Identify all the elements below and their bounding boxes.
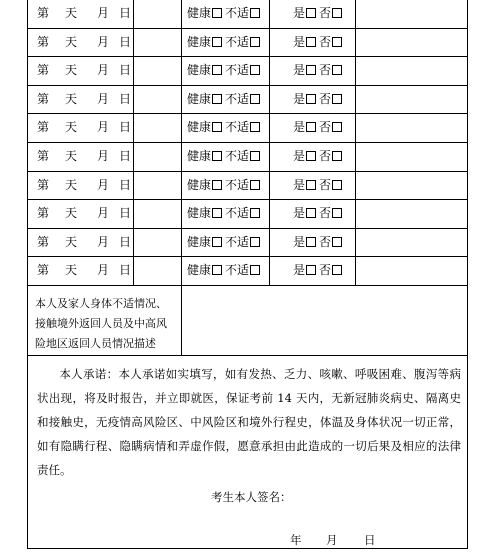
date-label: 日: [119, 149, 132, 163]
healthy-checkbox[interactable]: [212, 180, 222, 190]
column-divider: [269, 257, 270, 285]
health-status-options: [187, 86, 260, 114]
health-status-options: [187, 29, 260, 57]
yes-option-label: 是: [293, 234, 306, 249]
day-suffix: 天: [65, 177, 78, 192]
yes-no-options: [293, 57, 342, 85]
column-divider: [269, 0, 270, 28]
column-divider: [269, 86, 270, 114]
yes-checkbox[interactable]: [306, 122, 316, 132]
health-status-options: [187, 200, 260, 228]
column-divider: [181, 0, 182, 28]
yes-option-label: 是: [293, 149, 306, 163]
unwell-option-label: 不适: [225, 177, 250, 192]
yes-checkbox[interactable]: [306, 237, 316, 247]
yes-no-options: [293, 229, 342, 257]
table-row: [28, 86, 467, 115]
healthy-option-label: 健康: [187, 206, 212, 221]
health-status-options: [187, 57, 260, 85]
no-checkbox[interactable]: [332, 65, 342, 75]
date-label: 日: [119, 34, 132, 49]
yes-checkbox[interactable]: [306, 180, 316, 190]
column-divider: [133, 172, 134, 200]
no-option-label: 否: [319, 91, 332, 106]
unwell-checkbox[interactable]: [250, 265, 260, 275]
day-label: 第: [37, 149, 50, 163]
no-option-label: 否: [319, 149, 332, 163]
no-checkbox[interactable]: [332, 122, 342, 132]
day-suffix: 天: [65, 91, 78, 106]
healthy-checkbox[interactable]: [212, 265, 222, 275]
unwell-option-label: 不适: [225, 6, 250, 20]
healthy-option-label: 健康: [187, 34, 212, 49]
no-option-label: 否: [319, 63, 332, 78]
date-label: 日: [119, 206, 132, 221]
healthy-checkbox[interactable]: [212, 237, 222, 247]
yes-checkbox[interactable]: [306, 65, 316, 75]
day-label: 第: [37, 206, 50, 221]
column-divider: [269, 114, 270, 142]
yes-no-options: [293, 172, 342, 200]
column-divider: [133, 114, 134, 142]
signature-date-year: 年: [290, 533, 302, 547]
pledge-text: 本人承诺：本人承诺如实填写，如有发热、乏力、咳嗽、呼吸困难、腹泻等病状出现，将及时报告，并立即就医，保证考前 14 天内，无新冠肺炎病史、隔离史和接触史，无疫情高风险区、中风险区和境外行程史，体温及身体状况一切正常，如有隐瞒行程、隐瞒病情和弄虚作假，愿意承担由此造成的一切后果及相应的法律责任。: [37, 367, 461, 477]
column-divider: [355, 172, 356, 200]
healthy-option-label: 健康: [187, 149, 212, 163]
column-divider: [133, 257, 134, 285]
month-label: 月: [97, 63, 110, 78]
no-checkbox[interactable]: [332, 37, 342, 47]
yes-option-label: 是: [293, 177, 306, 192]
healthy-option-label: 健康: [187, 91, 212, 106]
yes-no-options: [293, 29, 342, 57]
column-divider: [133, 29, 134, 57]
yes-option-label: 是: [293, 120, 306, 135]
yes-checkbox[interactable]: [306, 151, 316, 161]
yes-no-options: [293, 114, 342, 142]
signature-date-month: 月: [326, 533, 338, 547]
table-row: [28, 172, 467, 201]
column-divider: [133, 0, 134, 28]
day-label: 第: [37, 177, 50, 192]
healthy-checkbox[interactable]: [212, 37, 222, 47]
table-row: [28, 0, 467, 29]
unwell-option-label: 不适: [225, 263, 250, 278]
yes-option-label: 是: [293, 206, 306, 221]
column-divider: [181, 29, 182, 57]
healthy-option-label: 健康: [187, 63, 212, 78]
healthy-option-label: 健康: [187, 234, 212, 249]
yes-option-label: 是: [293, 91, 306, 106]
column-divider: [269, 229, 270, 257]
table-row: [28, 29, 467, 58]
yes-no-options: [293, 143, 342, 171]
column-divider: [133, 143, 134, 171]
unwell-checkbox[interactable]: [250, 122, 260, 132]
yes-checkbox[interactable]: [306, 208, 316, 218]
no-option-label: 否: [319, 6, 332, 20]
healthy-option-label: 健康: [187, 263, 212, 278]
health-status-options: [187, 229, 260, 257]
situation-description-row: [28, 286, 467, 356]
day-label: 第: [37, 91, 50, 106]
yes-option-label: 是: [293, 34, 306, 49]
table-row: [28, 200, 467, 229]
date-label: 日: [119, 120, 132, 135]
month-label: 月: [97, 234, 110, 249]
day-suffix: 天: [65, 263, 78, 278]
table-row: [28, 229, 467, 258]
column-divider: [269, 172, 270, 200]
column-divider: [181, 86, 182, 114]
unwell-option-label: 不适: [225, 34, 250, 49]
column-divider: [133, 200, 134, 228]
signature-label: 考生本人签名：: [211, 490, 292, 504]
month-label: 月: [97, 149, 110, 163]
no-option-label: 否: [319, 177, 332, 192]
month-label: 月: [97, 34, 110, 49]
column-divider: [181, 286, 182, 355]
yes-checkbox[interactable]: [306, 8, 316, 18]
column-divider: [269, 200, 270, 228]
health-status-options: [187, 257, 260, 285]
month-label: 月: [97, 206, 110, 221]
healthy-checkbox[interactable]: [212, 65, 222, 75]
month-label: 月: [97, 177, 110, 192]
no-option-label: 否: [319, 120, 332, 135]
no-checkbox[interactable]: [332, 94, 342, 104]
health-status-options: [187, 0, 260, 28]
unwell-option-label: 不适: [225, 63, 250, 78]
yes-option-label: 是: [293, 6, 306, 20]
no-checkbox[interactable]: [332, 208, 342, 218]
day-label: 第: [37, 120, 50, 135]
no-checkbox[interactable]: [332, 151, 342, 161]
yes-no-options: [293, 200, 342, 228]
column-divider: [355, 229, 356, 257]
column-divider: [355, 86, 356, 114]
day-label: 第: [37, 234, 50, 249]
yes-option-label: 是: [293, 63, 306, 78]
healthy-option-label: 健康: [187, 120, 212, 135]
yes-checkbox[interactable]: [306, 94, 316, 104]
column-divider: [355, 257, 356, 285]
no-checkbox[interactable]: [332, 8, 342, 18]
unwell-checkbox[interactable]: [250, 208, 260, 218]
yes-checkbox[interactable]: [306, 265, 316, 275]
no-option-label: 否: [319, 34, 332, 49]
healthy-checkbox[interactable]: [212, 94, 222, 104]
healthy-checkbox[interactable]: [212, 8, 222, 18]
table-row: [28, 114, 467, 143]
column-divider: [355, 114, 356, 142]
day-suffix: 天: [65, 234, 78, 249]
column-divider: [133, 86, 134, 114]
column-divider: [355, 143, 356, 171]
date-label: 日: [119, 91, 132, 106]
column-divider: [355, 29, 356, 57]
column-divider: [355, 200, 356, 228]
unwell-checkbox[interactable]: [250, 237, 260, 247]
health-status-options: [187, 114, 260, 142]
day-label: 第: [37, 263, 50, 278]
day-suffix: 天: [65, 149, 78, 163]
healthy-option-label: 健康: [187, 6, 212, 20]
signature-date-day: 日: [364, 533, 376, 547]
column-divider: [133, 57, 134, 85]
month-label: 月: [97, 91, 110, 106]
no-checkbox[interactable]: [332, 237, 342, 247]
date-label: 日: [119, 63, 132, 78]
yes-no-options: [293, 0, 342, 28]
table-row: [28, 257, 467, 286]
day-suffix: 天: [65, 206, 78, 221]
no-option-label: 否: [319, 263, 332, 278]
yes-checkbox[interactable]: [306, 37, 316, 47]
day-label: 第: [37, 34, 50, 49]
health-status-options: [187, 172, 260, 200]
health-status-options: [187, 143, 260, 171]
no-checkbox[interactable]: [332, 265, 342, 275]
column-divider: [181, 200, 182, 228]
yes-option-label: 是: [293, 263, 306, 278]
column-divider: [181, 257, 182, 285]
day-label: 第: [37, 63, 50, 78]
unwell-checkbox[interactable]: [250, 65, 260, 75]
unwell-option-label: 不适: [225, 234, 250, 249]
unwell-checkbox[interactable]: [250, 37, 260, 47]
month-label: 月: [97, 120, 110, 135]
month-label: 月: [97, 6, 110, 20]
healthy-checkbox[interactable]: [212, 208, 222, 218]
unwell-checkbox[interactable]: [250, 151, 260, 161]
unwell-checkbox[interactable]: [250, 94, 260, 104]
no-option-label: 否: [319, 234, 332, 249]
unwell-option-label: 不适: [225, 206, 250, 221]
unwell-checkbox[interactable]: [250, 180, 260, 190]
column-divider: [355, 57, 356, 85]
column-divider: [133, 229, 134, 257]
unwell-option-label: 不适: [225, 91, 250, 106]
column-divider: [181, 114, 182, 142]
no-checkbox[interactable]: [332, 180, 342, 190]
column-divider: [269, 143, 270, 171]
column-divider: [181, 172, 182, 200]
healthy-checkbox[interactable]: [212, 151, 222, 161]
day-suffix: 天: [65, 120, 78, 135]
healthy-option-label: 健康: [187, 177, 212, 192]
date-label: 日: [119, 177, 132, 192]
column-divider: [181, 57, 182, 85]
day-label: 第: [37, 6, 50, 20]
pledge-paragraph: [37, 362, 461, 482]
column-divider: [181, 143, 182, 171]
day-suffix: 天: [65, 6, 78, 20]
column-divider: [355, 0, 356, 28]
date-label: 日: [119, 263, 132, 278]
unwell-option-label: 不适: [225, 120, 250, 135]
column-divider: [269, 29, 270, 57]
day-suffix: 天: [65, 34, 78, 49]
yes-no-options: [293, 86, 342, 114]
column-divider: [181, 229, 182, 257]
health-declaration-form: [27, 0, 468, 549]
table-row: [28, 143, 467, 172]
situation-description-label: 本人及家人身体不适情况、接触境外返回人员及中高风险地区返回人员情况描述: [35, 297, 167, 350]
healthy-checkbox[interactable]: [212, 122, 222, 132]
month-label: 月: [97, 263, 110, 278]
date-label: 日: [119, 234, 132, 249]
unwell-checkbox[interactable]: [250, 8, 260, 18]
unwell-option-label: 不适: [225, 149, 250, 163]
table-row: [28, 57, 467, 86]
no-option-label: 否: [319, 206, 332, 221]
day-suffix: 天: [65, 63, 78, 78]
column-divider: [269, 57, 270, 85]
date-label: 日: [119, 6, 132, 20]
yes-no-options: [293, 257, 342, 285]
